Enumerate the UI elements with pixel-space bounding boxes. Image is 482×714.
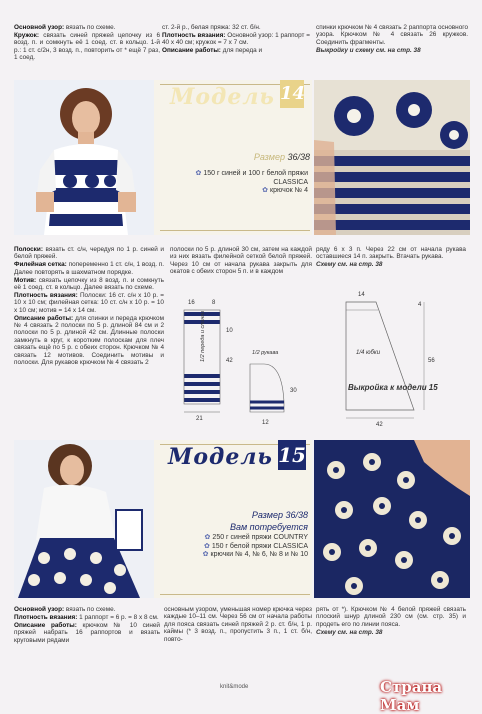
top_col1-text: связать синей пряжей цепочку из 6 возд. п. и сомкнуть её 1 соед. ст. в кольцо. 1-й р.: 1 ст. с/2н, 3 возд. п., повторить от * ещё 7 раз, 1 соед. — [14, 31, 160, 62]
top_col3-text: спинки крючком № 4 связать 2 раппорта основного узора. Крючком № 4 связать 26 кружков. Соединить фрагменты. — [316, 24, 468, 46]
mid_col1-text: попеременно 1 ст. с/н, 1 возд. п. Далее повторять в шахматном порядке. — [14, 261, 164, 276]
dr-4: 4 — [418, 302, 422, 308]
dl-8: 8 — [212, 300, 216, 306]
model14-photo — [14, 80, 154, 235]
mid_col1-heading: Плотность вязания: — [14, 291, 78, 299]
dl-label2: 1/2 рукава — [252, 350, 279, 356]
model15-detail-photo — [314, 440, 470, 598]
bot_col1-text: 1 раппорт = 6 р. = 8 х 8 см. — [77, 613, 159, 621]
bot-col3 — [316, 606, 466, 668]
bot_col1-heading: Основной узор: — [14, 606, 65, 613]
bot_col1-heading: Плотность вязания: — [14, 613, 78, 621]
mid_col2-text: полоски по 5 р. длиной 30 см, затем на каждой из них вязать филейной сеткой белой пряжей. Через 10 см от начала рукава закрыть для окатов с обеих сторон 5 п. и в каждом — [170, 246, 312, 276]
top_col2-paragraph — [162, 24, 310, 31]
model14-number: 14 — [280, 80, 304, 108]
mid-col1 — [14, 246, 164, 436]
mid_col1-text: связать цепочку из 8 возд. п. и сомкнуть её 1 соед. ст. в кольцо. Далее вязать по схеме. — [14, 276, 164, 292]
model15-need: Вам потребуется — [229, 522, 308, 532]
bot_col2-paragraph — [164, 606, 312, 643]
mid_col1-paragraph — [14, 246, 164, 261]
bot_col1-paragraph — [14, 606, 160, 613]
dr-56: 56 — [428, 358, 435, 364]
model14-hook-star-icon: ✿ — [262, 187, 269, 195]
model15-line1-star-icon: ✿ — [204, 534, 211, 541]
model15-photo — [14, 440, 154, 598]
model15-size-label: Размер — [251, 510, 283, 520]
mid_col1-paragraph — [14, 277, 164, 292]
model14-hook-text: крючок № 4 — [270, 187, 308, 195]
bot_col3-text: рять от *). Крючком № 4 белой пряжей связать плоский шнур длиной 230 см (см. стр. 35) и продеть его по линии пояса. — [316, 606, 466, 628]
top_col1-text: вязать по схеме. — [64, 24, 116, 31]
top_col2-paragraph — [162, 47, 310, 54]
mid_col1-heading: Полоски: — [14, 246, 43, 253]
top-col1 — [14, 24, 160, 76]
model15-materials — [160, 534, 308, 560]
mid_col1-text: Полоски: 16 ст. с/н х 10 р. = 10 х 10 см; филейная сетка: 10 ст. с/н х 10 р. = 10 х 10 см; мотив = 14 х 14 см. — [14, 291, 164, 314]
dl-label1: 1/2 переда и спинки — [200, 310, 206, 362]
top_col1-paragraph — [14, 32, 160, 62]
model15-line2: 150 г белой пряжи CLASSICA — [211, 542, 308, 550]
mid_col1-heading: Филейная сетка: — [14, 261, 67, 269]
model15-size-value: 36/38 — [285, 510, 308, 520]
dl-30: 30 — [290, 388, 297, 394]
mid_col3-paragraph — [316, 246, 466, 261]
top_col3-paragraph — [316, 47, 468, 54]
mid_col2-paragraph — [170, 246, 312, 276]
dr-42: 42 — [376, 422, 383, 428]
bot-col1 — [14, 606, 160, 668]
bot_col3-text: Схему см. на стр. 38 — [316, 628, 383, 636]
pattern-diagram-model15 — [318, 282, 468, 432]
top_col1-heading: Кружок: — [14, 31, 39, 39]
mid_col1-text: для спинки и переда крючком № 4 связать 2 полоски по 5 р. длиной 84 см и 2 полоски по 5 р. длиной 42 см. Длинные полоски замкнуть в круг, к коротким полоскам для плеч связать ещё по 5 р. с обеих сторон. Крючком № 4 связать 12 мотивов. Соединить мотивы и полоски. Для рукавов крючком № 4 связать 2 — [14, 314, 164, 367]
dr-14: 14 — [358, 292, 365, 298]
dl-10: 10 — [226, 328, 233, 334]
top_col2-heading: Плотность вязания: — [162, 31, 226, 39]
bot_col1-heading: Описание работы: — [14, 621, 77, 629]
mid_col3-paragraph — [316, 261, 466, 268]
watermark: Страна Мам — [380, 678, 443, 714]
model14-rule-bottom — [160, 230, 310, 231]
mid_col1-text: вязать ст. с/н, чередуя по 1 р. синей и белой пряжей. — [14, 246, 164, 261]
model15-line3-star-icon: ✿ — [202, 551, 209, 559]
model14-materials-text: 150 г синей и 100 г белой пряжи CLASSICA — [203, 170, 308, 186]
top_col1-heading: Основной узор: — [14, 24, 65, 31]
top_col2-text: Основной узор: 1 раппорт = 40 х 40 см; кружок = 7 х 7 см. — [162, 31, 310, 47]
top_col3-text: Выкройку и схему см. на стр. 38 — [316, 46, 421, 54]
top_col2-paragraph — [162, 32, 310, 47]
model15-size — [200, 510, 308, 520]
model14-title: Модель — [170, 84, 275, 110]
model15-line3: крючки № 4, № 6, № 8 и № 10 — [210, 551, 308, 559]
model15-rule-bottom — [160, 594, 310, 595]
bot_col1-paragraph — [14, 614, 160, 621]
bot_col3-paragraph — [316, 629, 466, 636]
model14-size — [230, 152, 310, 162]
footer-brand: knit&mode — [220, 684, 249, 690]
top_col2-text: ст. 2-й р., белая пряжа: 32 ст. б/н. — [162, 24, 261, 31]
dl-21: 21 — [196, 416, 203, 422]
top_col3-paragraph — [316, 24, 468, 46]
mid_col1-paragraph — [14, 261, 164, 276]
mid_col3-text: ряду 6 х 3 п. Через 22 см от начала рукава оставшиеся 14 п. закрыть. Втачать рукава. — [316, 246, 466, 261]
model15-number: 15 — [278, 440, 306, 470]
bot_col2-text: основным узором, уменьшая номер крючка через каждые 10–11 см. Через 56 см от начала работы для пояса связать синей пряжей 2 р. ст. б/н, 1 р. каймы (* 3 возд. п., пропустить 3 п., 1 ст. б/н, повто- — [164, 606, 312, 643]
mid-col3 — [316, 246, 466, 280]
model15-line1: 250 г синей пряжи COUNTRY — [212, 534, 308, 541]
model15-title: Модель — [168, 444, 273, 470]
dr-caption: Выкройка к модели 15 — [348, 383, 438, 392]
top-col2 — [162, 24, 310, 76]
model14-size-value: 36/38 — [287, 152, 310, 162]
top-col3 — [316, 24, 468, 76]
model15-line2-star-icon: ✿ — [203, 542, 210, 550]
mid_col1-heading: Мотив: — [14, 276, 37, 284]
bot_col1-text: крючком № 10 синей пряжей набрать 16 раппортов и вязать круговыми рядами — [14, 621, 160, 644]
mid_col1-heading: Описание работы: — [14, 314, 74, 322]
mid_col1-paragraph — [14, 315, 164, 367]
dl-16: 16 — [188, 300, 195, 306]
dr-label: 1/4 юбки — [356, 350, 381, 356]
dl-42: 42 — [226, 358, 233, 364]
top_col1-paragraph — [14, 24, 160, 31]
mid-col2 — [170, 246, 312, 286]
model14-size-label: Размер — [253, 152, 285, 162]
bot_col3-paragraph — [316, 606, 466, 628]
bot_col1-text: вязать по схеме. — [64, 606, 116, 613]
bot-col2 — [164, 606, 312, 668]
pattern-diagram-model14 — [172, 292, 312, 432]
model14-materials-star-icon: ✿ — [195, 170, 202, 177]
bot_col1-paragraph — [14, 622, 160, 644]
top_col2-heading: Описание работы: — [162, 47, 221, 55]
model14-detail-photo — [314, 80, 470, 235]
dl-12: 12 — [262, 420, 269, 426]
mid_col3-text: Схему см. на стр. 38 — [316, 261, 383, 269]
mid_col1-paragraph — [14, 292, 164, 314]
top_col2-text: для переда и — [220, 47, 263, 55]
model14-materials — [160, 170, 308, 196]
